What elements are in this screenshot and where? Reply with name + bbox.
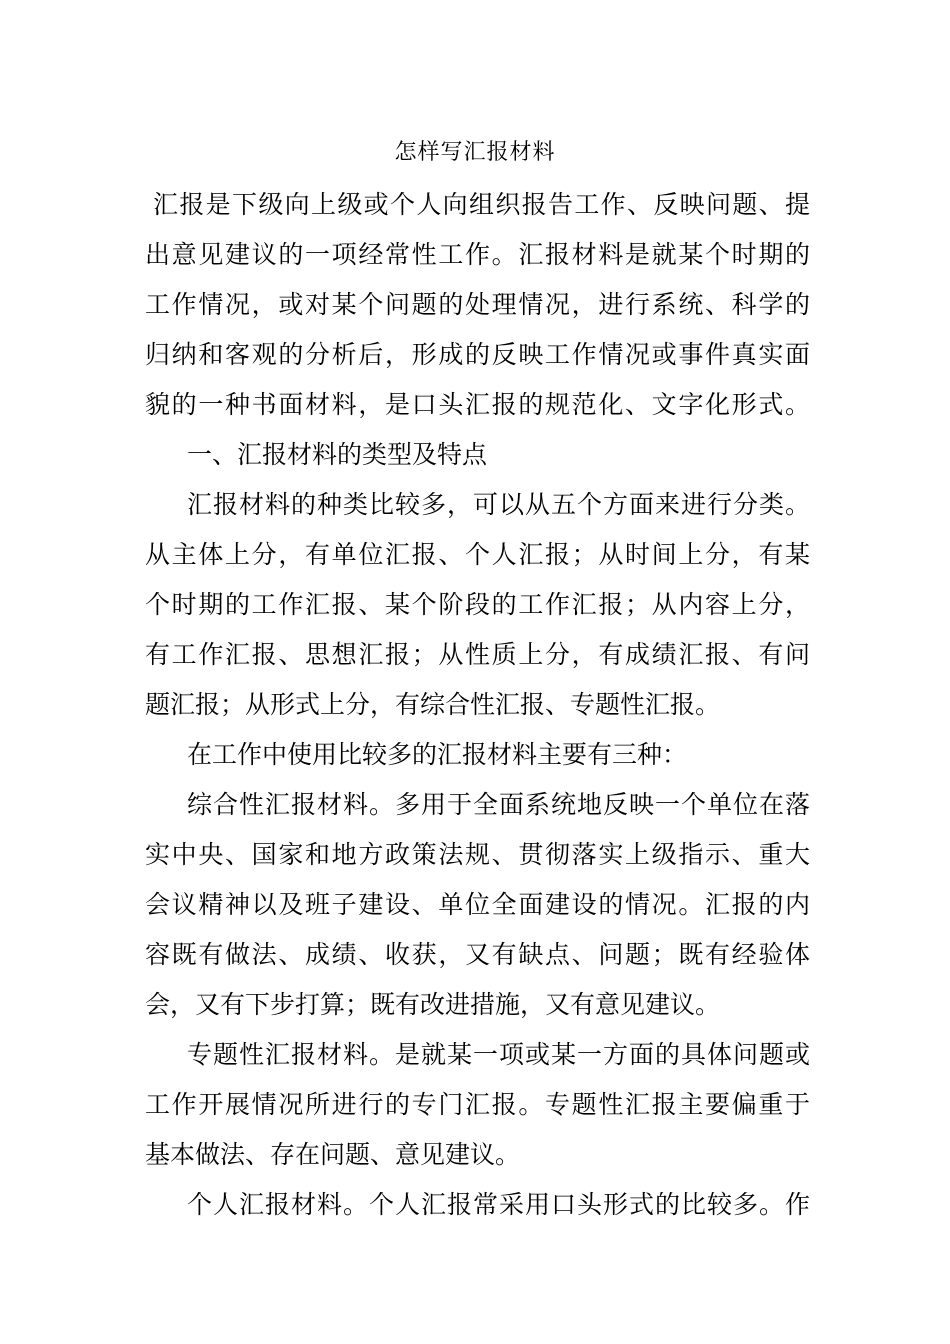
text-line: 归纳和客观的分析后，形成的反映工作情况或事件真实面 [145,340,810,369]
paragraph [145,180,810,430]
paragraph [145,730,810,780]
text-line: 题汇报；从形式上分，有综合性汇报、专题性汇报。 [145,690,721,719]
paragraph [145,780,810,1030]
paragraph [145,480,810,730]
paragraph [145,1030,810,1180]
text-line: 基本做法、存在问题、意见建议。 [145,1140,521,1169]
text-line: 一、汇报材料的类型及特点 [187,440,488,469]
document-body [145,180,810,1230]
text-line: 容既有做法、成绩、收获，又有缺点、问题；既有经验体 [145,940,810,969]
text-line: 出意见建议的一项经常性工作。汇报材料是就某个时期的 [145,240,810,269]
text-line: 个人汇报材料。个人汇报常采用口头形式的比较多。作 [187,1190,810,1219]
text-line: 会，又有下步打算；既有改进措施，又有意见建议。 [145,990,721,1019]
text-line: 汇报材料的种类比较多，可以从五个方面来进行分类。 [187,490,810,519]
document-title: 怎样写汇报材料 [394,140,556,165]
text-line: 个时期的工作汇报、某个阶段的工作汇报；从内容上分， [145,590,810,619]
text-line: 貌的一种书面材料，是口头汇报的规范化、文字化形式。 [145,390,810,419]
text-line: 汇报是下级向上级或个人向组织报告工作、反映问题、提 [153,190,810,219]
text-line: 工作开展情况所进行的专门汇报。专题性汇报主要偏重于 [145,1090,810,1119]
text-line: 综合性汇报材料。多用于全面系统地反映一个单位在落 [187,790,810,819]
paragraph [145,430,810,480]
text-line: 专题性汇报材料。是就某一项或某一方面的具体问题或 [187,1040,810,1069]
text-line: 实中央、国家和地方政策法规、贯彻落实上级指示、重大 [145,840,810,869]
text-line: 在工作中使用比较多的汇报材料主要有三种： [187,740,688,769]
paragraph [145,1180,810,1230]
text-line: 从主体上分，有单位汇报、个人汇报；从时间上分，有某 [145,540,810,569]
text-line: 工作情况，或对某个问题的处理情况，进行系统、科学的 [145,290,810,319]
text-line: 有工作汇报、思想汇报；从性质上分，有成绩汇报、有问 [145,640,810,669]
text-line: 会议精神以及班子建设、单位全面建设的情况。汇报的内 [145,890,810,919]
